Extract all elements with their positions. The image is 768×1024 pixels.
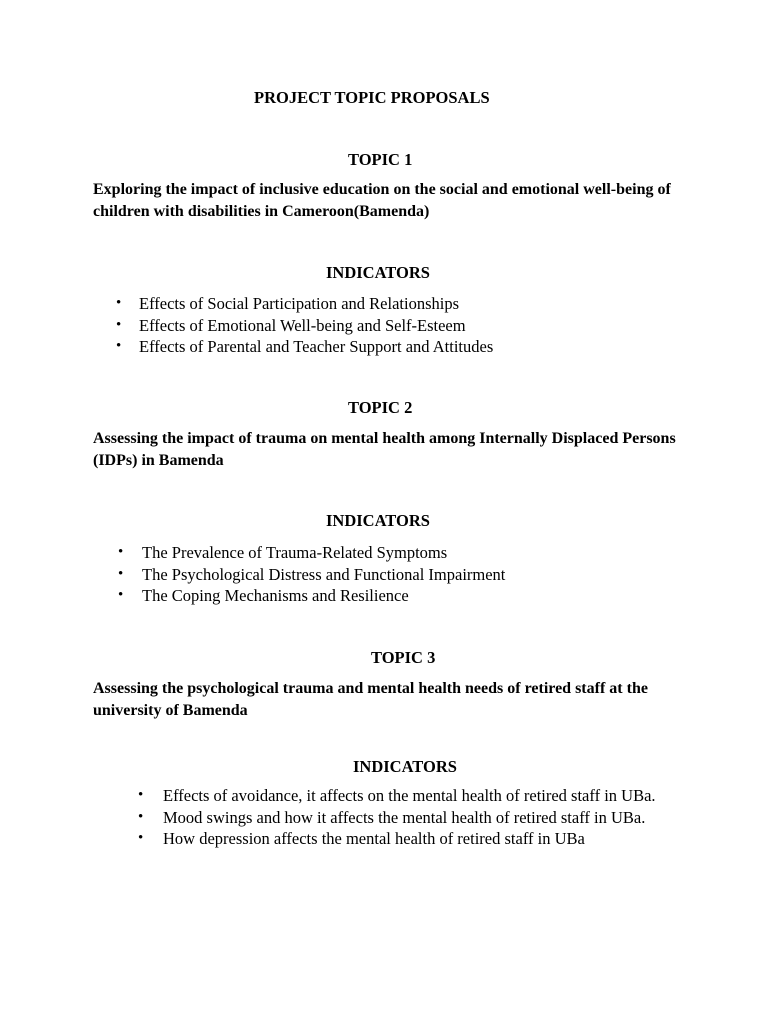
- list-item: [138, 828, 673, 850]
- bullet-icon: •: [138, 830, 144, 846]
- topic-3-heading: TOPIC 3: [371, 648, 436, 667]
- topic-3-title: Assessing the psychological trauma and mental health needs of retired staff at the university of Bamenda: [93, 680, 648, 719]
- indicator-text: Effects of Emotional Well-being and Self-Esteem: [139, 315, 466, 335]
- topic-1-heading: TOPIC 1: [348, 150, 413, 169]
- indicator-text: The Coping Mechanisms and Resilience: [142, 586, 409, 605]
- list-item: [138, 807, 673, 829]
- topic-2-heading: TOPIC 2: [348, 398, 413, 417]
- indicator-text: The Prevalence of Trauma-Related Symptoms: [142, 543, 448, 562]
- list-item: [118, 542, 702, 564]
- bullet-icon: •: [118, 565, 124, 582]
- bullet-icon: •: [138, 808, 144, 825]
- list-item: [118, 564, 702, 586]
- list-item: [116, 315, 699, 337]
- topic-2-indicator-list: [118, 542, 702, 607]
- indicator-text: How depression affects the mental health of retired staff in UBa: [163, 829, 585, 848]
- indicator-text: Effects of avoidance, it affects on the mental health of retired staff in UBa.: [163, 786, 656, 805]
- topic-3-indicator-list: [138, 785, 673, 850]
- list-item: [116, 336, 699, 358]
- list-item: [138, 785, 673, 807]
- indicator-text: Effects of Social Participation and Relationships: [139, 294, 460, 313]
- topic-2-indicators-heading: INDICATORS: [326, 511, 430, 530]
- bullet-icon: •: [116, 316, 122, 333]
- indicator-text: The Psychological Distress and Functional Impairment: [142, 564, 506, 584]
- bullet-icon: •: [138, 787, 144, 803]
- list-item: [118, 585, 702, 607]
- bullet-icon: •: [118, 544, 124, 560]
- bullet-icon: •: [118, 587, 124, 603]
- document-title: PROJECT TOPIC PROPOSALS: [254, 88, 490, 107]
- topic-2-title: Assessing the impact of trauma on mental health among Internally Displaced Persons (IDPs) in Bamenda: [93, 430, 676, 469]
- topic-3-indicators-heading: INDICATORS: [353, 757, 457, 776]
- topic-1-indicators-heading: INDICATORS: [326, 263, 430, 282]
- list-item: [116, 293, 699, 315]
- indicator-text: Effects of Parental and Teacher Support and Attitudes: [139, 337, 494, 356]
- indicator-text: Mood swings and how it affects the mental health of retired staff in UBa.: [163, 807, 646, 827]
- topic-1-title: Exploring the impact of inclusive education on the social and emotional well-being of children with disabilities in Cameroon(Bamenda): [93, 181, 671, 220]
- topic-1-indicator-list: [116, 293, 699, 358]
- bullet-icon: •: [116, 295, 122, 311]
- bullet-icon: •: [116, 338, 122, 354]
